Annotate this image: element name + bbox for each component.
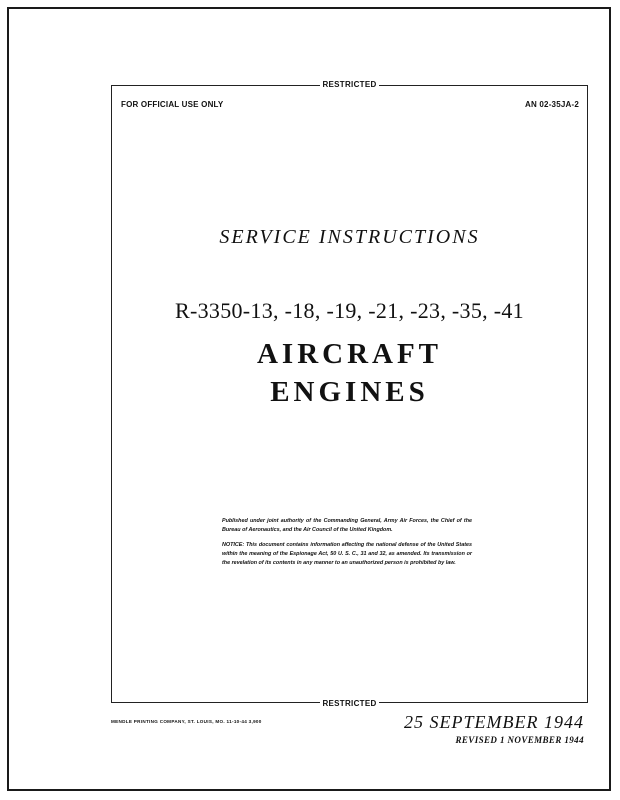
restricted-marking-top: RESTRICTED [322, 80, 377, 89]
notice-block [222, 517, 472, 574]
service-instructions-heading: SERVICE INSTRUCTIONS [219, 226, 480, 248]
espionage-notice-text: NOTICE: This document contains information affecting the national defense of the United States within the meaning of the Espionage Act, 50 U. S. C., 31 and 32, as amended. Its transmission or the revelation of its contents in any manner to an unauthorized person is prohibited by law. [222, 542, 472, 566]
publication-authority-text: Published under joint authority of the Commanding General, Army Air Forces, the Chief of the Bureau of Aeronautics, and the Air Council of the United Kingdom. [222, 518, 472, 533]
restricted-marking-bottom: RESTRICTED [322, 699, 377, 708]
document-number: AN 02-35JA-2 [525, 100, 579, 109]
official-use-label: FOR OFFICIAL USE ONLY [121, 100, 224, 109]
engine-models: R-3350-13, -18, -19, -21, -23, -35, -41 [175, 298, 524, 323]
printer-imprint: MENDLE PRINTING COMPANY, ST. LOUIS, MO. 11-10-44 3,900 [111, 719, 262, 724]
document-frame [111, 80, 588, 708]
revision-date: REVISED 1 NOVEMBER 1944 [455, 735, 584, 745]
title-aircraft: AIRCRAFT [256, 338, 443, 370]
publication-date: 25 SEPTEMBER 1944 [404, 712, 584, 732]
title-engines: ENGINES [270, 376, 429, 408]
